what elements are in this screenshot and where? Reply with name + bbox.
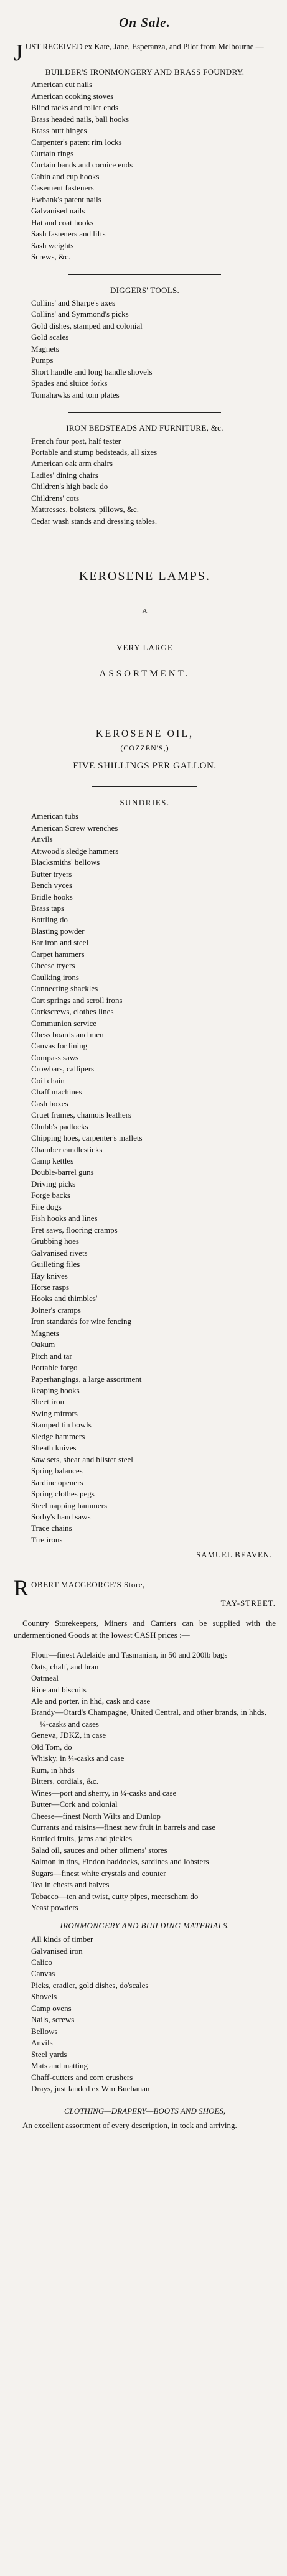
list-item: Spades and sluice forks xyxy=(31,378,108,388)
list-item: Blasting powder xyxy=(31,926,85,936)
list-item: Caulking irons xyxy=(31,972,79,982)
kerosene-oil-price: FIVE SHILLINGS PER GALLON. xyxy=(73,760,217,771)
list-item: American oak arm chairs xyxy=(31,459,113,469)
list-item: Ewbank's patent nails xyxy=(31,194,101,204)
list-item: American cut nails xyxy=(31,80,93,90)
list-item: Stamped tin bowls xyxy=(31,1420,92,1430)
list-item: Bridle hooks xyxy=(31,892,73,902)
list-item: Shovels xyxy=(31,1992,57,2002)
list-item: Compass saws xyxy=(31,1052,79,1062)
list-item: Guilleting files xyxy=(31,1259,80,1269)
list-item: Sheath knives xyxy=(31,1443,77,1453)
list-item: Communion service xyxy=(31,1018,97,1028)
list-item: Flour—finest Adelaide and Tasmanian, in 50 and 200lb bags xyxy=(31,1650,228,1660)
list-item: Wines—port and sherry, in ¼-casks and case xyxy=(31,1788,177,1798)
kerosene-assortment: ASSORTMENT. xyxy=(99,668,191,679)
list-item: Chaff-cutters and corn crushers xyxy=(31,2072,133,2082)
list-item: Horse rasps xyxy=(31,1282,70,1292)
list-item: Collins' and Symmond's picks xyxy=(31,309,129,319)
list-item: Old Tom, do xyxy=(31,1742,72,1752)
list-item: Chess boards and men xyxy=(31,1029,104,1039)
list-item: Reaping hooks xyxy=(31,1386,80,1396)
list-item: Trace chains xyxy=(31,1523,72,1533)
list-item: Gold dishes, stamped and colonial xyxy=(31,320,143,330)
list-item: Bitters, cordials, &c. xyxy=(31,1776,98,1786)
list-item: Collins' and Sharpe's axes xyxy=(31,297,116,307)
list-item: Crowbars, callipers xyxy=(31,1064,95,1074)
diggers-title: DIGGERS' TOOLS. xyxy=(110,285,180,295)
list-item: Sash weights xyxy=(31,240,74,250)
list-item: Bar iron and steel xyxy=(31,938,89,948)
list-item: Short handle and long handle shovels xyxy=(31,366,153,376)
list-item: Drays, just landed ex Wm Buchanan xyxy=(31,2083,150,2093)
list-item: Yeast powders xyxy=(31,1903,78,1913)
list-item: Blind racks and roller ends xyxy=(31,103,119,113)
list-item: Cart springs and scroll irons xyxy=(31,995,123,1005)
list-item: Cheese tryers xyxy=(31,961,75,971)
list-item: American tubs xyxy=(31,811,79,821)
list-item: Sheet iron xyxy=(31,1397,65,1407)
list-item: Geneva, JDKZ, in case xyxy=(31,1730,106,1740)
list-item: Steel napping hammers xyxy=(31,1500,108,1510)
diggers-list xyxy=(14,297,276,401)
list-item: Bottled fruits, jams and pickles xyxy=(31,1834,133,1844)
list-item: Childrens' cots xyxy=(31,493,80,503)
list-item: Ale and porter, in hhd, cask and case xyxy=(31,1696,151,1706)
clothing-text: An excellent assortment of every description, in tock and arriving. xyxy=(22,2120,237,2130)
builders-list xyxy=(14,79,276,263)
list-item: Mats and matting xyxy=(31,2061,88,2071)
list-item: Tomahawks and tom plates xyxy=(31,390,120,399)
list-item: Casement fasteners xyxy=(31,183,94,193)
list-item: Fire dogs xyxy=(31,1202,62,1211)
sundries-list xyxy=(14,811,276,1546)
list-item: Cheese—finest North Wilts and Dunlop xyxy=(31,1811,161,1821)
list-item: Oatmeal xyxy=(31,1673,59,1683)
bedsteads-list xyxy=(14,436,276,528)
list-item: Spring balances xyxy=(31,1466,83,1476)
list-item: Forge backs xyxy=(31,1190,70,1200)
list-item: Joiner's cramps xyxy=(31,1305,81,1315)
list-item: Grubbing hoes xyxy=(31,1236,79,1246)
list-item: Tea in chests and halves xyxy=(31,1880,110,1890)
list-item: Camp ovens xyxy=(31,2003,72,2013)
list-item: Cedar wash stands and dressing tables. xyxy=(31,516,158,526)
clothing-title: CLOTHING—DRAPERY—BOOTS AND SHOES, xyxy=(64,2106,226,2116)
list-item: Fish hooks and lines xyxy=(31,1213,98,1223)
list-item: Galvanised nails xyxy=(31,206,85,216)
list-item: Picks, cradler, gold dishes, do'scales xyxy=(31,1980,149,1990)
list-item: Bellows xyxy=(31,2026,58,2036)
samuel-beaven-signature: SAMUEL BEAVEN. xyxy=(196,1550,272,1560)
list-item: Driving picks xyxy=(31,1178,76,1188)
list-item: Corkscrews, clothes lines xyxy=(31,1007,114,1017)
list-item: Blacksmiths' bellows xyxy=(31,857,100,867)
list-item: Brass headed nails, ball hooks xyxy=(31,114,129,124)
list-item: Coil chain xyxy=(31,1075,65,1085)
list-item: Brandy—Otard's Champagne, United Central, and other brands, in hhds, ¼-casks and cases xyxy=(31,1707,266,1729)
list-item: Children's high back do xyxy=(31,482,108,492)
kerosene-oil-brand: (COZZEN'S,) xyxy=(120,743,169,752)
list-item: American Screw wrenches xyxy=(31,823,118,833)
list-item: Swing mirrors xyxy=(31,1408,78,1418)
divider xyxy=(68,274,220,275)
list-item: Galvanised rivets xyxy=(31,1248,88,1258)
list-item: Fret saws, flooring cramps xyxy=(31,1225,118,1234)
list-item: Double-barrel guns xyxy=(31,1167,94,1177)
list-item: Gold scales xyxy=(31,332,69,342)
list-item: Sash fasteners and lifts xyxy=(31,229,106,239)
list-item: Butter—Cork and colonial xyxy=(31,1799,118,1809)
list-item: Curtain rings xyxy=(31,148,74,158)
list-item: Cabin and cup hooks xyxy=(31,171,100,181)
list-item: Rum, in hhds xyxy=(31,1765,75,1775)
list-item: Rice and biscuits xyxy=(31,1684,87,1694)
page-heading: On Sale. xyxy=(119,15,171,30)
kerosene-lamps-title: KEROSENE LAMPS. xyxy=(78,569,211,584)
list-item: Portable forgo xyxy=(31,1363,78,1373)
list-item: Salad oil, sauces and other oilmens' stores xyxy=(31,1845,167,1855)
kerosene-oil-title: KEROSENE OIL, xyxy=(95,728,194,739)
list-item: Galvanised iron xyxy=(31,1946,83,1956)
list-item: Tobacco—ten and twist, cutty pipes, meerscham do xyxy=(31,1891,199,1901)
list-item: Hooks and thimbles' xyxy=(31,1294,98,1304)
intro-paragraph xyxy=(14,39,276,66)
list-item: Tire irons xyxy=(31,1534,63,1544)
macgeorge-heading: OBERT MACGEORGE'S Store, xyxy=(31,1579,145,1589)
list-item: Cash boxes xyxy=(31,1098,68,1108)
list-item: Cruet frames, chamois leathers xyxy=(31,1110,131,1120)
list-item: Mattresses, bolsters, pillows, &c. xyxy=(31,505,139,515)
list-item: Connecting shackles xyxy=(31,984,98,994)
macgeorge-intro: Country Storekeepers, Miners and Carriers can be supplied with the undermentioned Goods at the lowest CASH prices :— xyxy=(14,1618,276,1640)
list-item: Canvas for lining xyxy=(31,1041,88,1051)
divider xyxy=(68,412,220,413)
list-item: Sorby's hand saws xyxy=(31,1512,91,1522)
intro-text: UST RECEIVED ex Kate, Jane, Esperanza, and Pilot from Melbourne — xyxy=(25,41,264,51)
list-item: Anvils xyxy=(31,2038,53,2048)
list-item: Chaff machines xyxy=(31,1087,82,1097)
list-item: Canvas xyxy=(31,1969,55,1979)
list-item: Chamber candlesticks xyxy=(31,1144,103,1154)
bedsteads-title: IRON BEDSTEADS AND FURNITURE, &c. xyxy=(66,423,223,433)
list-item: Spring clothes pegs xyxy=(31,1489,95,1499)
list-item: Nails, screws xyxy=(31,2015,75,2025)
list-item: Pitch and tar xyxy=(31,1351,72,1361)
list-item: Iron standards for wire fencing xyxy=(31,1317,131,1327)
list-item: Portable and stump bedsteads, all sizes xyxy=(31,447,158,457)
list-item: American cooking stoves xyxy=(31,91,114,101)
list-item: Saw sets, shear and blister steel xyxy=(31,1454,133,1464)
list-item: Steel yards xyxy=(31,2049,67,2059)
list-item: Paperhangings, a large assortment xyxy=(31,1374,142,1384)
divider xyxy=(92,786,197,787)
list-item: Hay knives xyxy=(31,1271,68,1281)
list-item: Carpenter's patent rim locks xyxy=(31,137,122,147)
ironmongery-list xyxy=(14,1934,276,2094)
list-item: Ladies' dining chairs xyxy=(31,470,98,480)
list-item: Brass taps xyxy=(31,903,65,913)
list-item: Magnets xyxy=(31,343,59,353)
builders-title: BUILDER'S IRONMONGERY AND BRASS FOUNDRY. xyxy=(45,67,245,77)
list-item: Screws, &c. xyxy=(31,252,71,262)
list-item: Attwood's sledge hammers xyxy=(31,846,119,856)
list-item: All kinds of timber xyxy=(31,1934,93,1944)
list-item: Chipping hoes, carpenter's mallets xyxy=(31,1133,143,1143)
list-item: Whisky, in ¼-casks and case xyxy=(31,1753,125,1763)
list-item: Sardine openers xyxy=(31,1477,83,1487)
list-item: Oats, chaff, and bran xyxy=(31,1661,99,1671)
list-item: French four post, half tester xyxy=(31,436,121,446)
list-item: Salmon in tins, Findon haddocks, sardines and lobsters xyxy=(31,1857,209,1867)
list-item: Camp kettles xyxy=(31,1155,74,1165)
list-item: Oakum xyxy=(31,1340,55,1350)
kerosene-a: A xyxy=(142,607,148,615)
list-item: Calico xyxy=(31,1957,52,1967)
list-item: Bottling do xyxy=(31,915,68,925)
list-item: Pumps xyxy=(31,355,54,365)
sundries-title: SUNDRIES. xyxy=(120,797,170,807)
list-item: Chubb's padlocks xyxy=(31,1121,88,1131)
list-item: Brass butt hinges xyxy=(31,126,87,136)
list-item: Carpet hammers xyxy=(31,949,85,959)
list-item: Bench vyces xyxy=(31,880,73,890)
list-item: Magnets xyxy=(31,1328,59,1338)
macgeorge-street: TAY-STREET. xyxy=(220,1598,276,1608)
list-item: Anvils xyxy=(31,834,53,844)
macgeorge-dropcap: R xyxy=(14,1575,29,1600)
intro-dropcap: J xyxy=(14,39,23,66)
kerosene-very-large: VERY LARGE xyxy=(116,643,173,653)
ironmongery-title: IRONMONGERY AND BUILDING MATERIALS. xyxy=(60,1920,230,1930)
list-item: Curtain bands and cornice ends xyxy=(31,160,133,170)
list-item: Sugars—finest white crystals and counter xyxy=(31,1868,166,1878)
macgeorge-goods-list xyxy=(14,1650,276,1913)
list-item: Sledge hammers xyxy=(31,1431,85,1441)
list-item: Currants and raisins—finest new fruit in barrels and case xyxy=(31,1822,216,1832)
list-item: Butter tryers xyxy=(31,869,72,879)
macgeorge-store-header xyxy=(14,1575,276,1609)
list-item: Hat and coat hooks xyxy=(31,217,94,227)
